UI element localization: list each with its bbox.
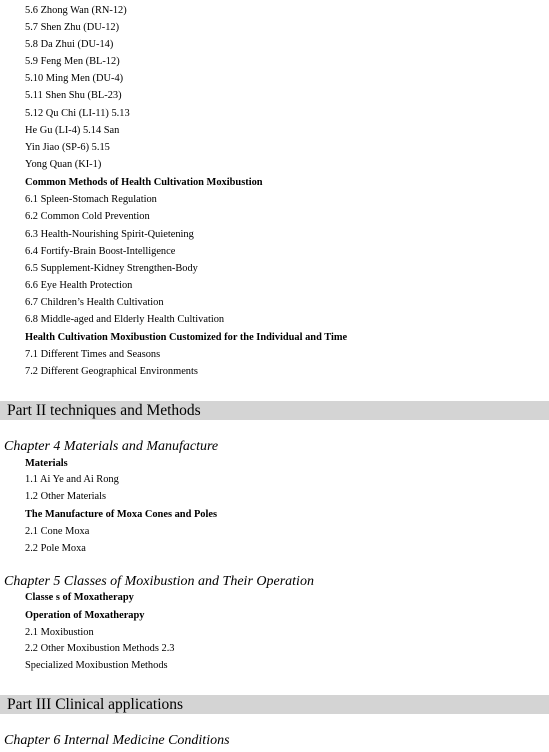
- toc-entry: 5.8 Da Zhui (DU-14): [25, 39, 114, 50]
- toc-section-heading: Materials: [25, 458, 68, 469]
- toc-entry: 5.7 Shen Zhu (DU-12): [25, 22, 120, 33]
- toc-section-heading: Common Methods of Health Cultivation Moxibustion: [25, 177, 263, 188]
- toc-entry: 6.1 Spleen-Stomach Regulation: [25, 194, 157, 205]
- toc-entry: 5.6 Zhong Wan (RN-12): [25, 5, 127, 16]
- toc-section-heading: Operation of Moxatherapy: [25, 610, 145, 621]
- toc-entry: 2.2 Other Moxibustion Methods 2.3: [25, 643, 175, 654]
- toc-entry: 2.1 Cone Moxa: [25, 526, 90, 537]
- part-title: Part III Clinical applications: [7, 696, 184, 713]
- toc-entry: 2.1 Moxibustion: [25, 627, 94, 638]
- toc-entry: 5.12 Qu Chi (LI-11) 5.13: [25, 108, 130, 119]
- toc-entry: 2.2 Pole Moxa: [25, 543, 86, 554]
- toc-section-heading: The Manufacture of Moxa Cones and Poles: [25, 509, 218, 520]
- toc-entry: 5.11 Shen Shu (BL-23): [25, 90, 122, 101]
- toc-entry: 6.2 Common Cold Prevention: [25, 211, 150, 222]
- toc-entry: 1.2 Other Materials: [25, 491, 107, 502]
- chapter-5-title: Chapter 5 Classes of Moxibustion and Their Operation: [4, 574, 314, 589]
- toc-entry: 5.9 Feng Men (BL-12): [25, 56, 120, 67]
- toc-entry: 6.3 Health-Nourishing Spirit-Quietening: [25, 229, 194, 240]
- toc-entry: 5.10 Ming Men (DU-4): [25, 73, 124, 84]
- toc-entry: Yin Jiao (SP-6) 5.15: [25, 142, 110, 153]
- toc-entry: 6.7 Children’s Health Cultivation: [25, 297, 164, 308]
- toc-entry: 6.8 Middle-aged and Elderly Health Cultivation: [25, 314, 225, 325]
- toc-entry: 6.4 Fortify-Brain Boost-Intelligence: [25, 246, 176, 257]
- toc-entry: He Gu (LI-4) 5.14 San: [25, 125, 120, 136]
- toc-entry: 1.1 Ai Ye and Ai Rong: [25, 474, 119, 485]
- part-banner-2: [0, 401, 549, 420]
- chapter-4-title: Chapter 4 Materials and Manufacture: [4, 439, 219, 454]
- toc-entry: 7.2 Different Geographical Environments: [25, 366, 198, 377]
- toc-entry: Specialized Moxibustion Methods: [25, 660, 168, 671]
- toc-entry: Yong Quan (KI-1): [25, 159, 102, 170]
- part-title: Part II techniques and Methods: [7, 402, 201, 419]
- toc-section-heading: Health Cultivation Moxibustion Customized for the Individual and Time: [25, 332, 348, 343]
- toc-entry: 6.6 Eye Health Protection: [25, 280, 133, 291]
- toc-entry: 7.1 Different Times and Seasons: [25, 349, 161, 360]
- chapter-6-title: Chapter 6 Internal Medicine Conditions: [4, 733, 230, 748]
- toc-entry: 6.5 Supplement-Kidney Strengthen-Body: [25, 263, 198, 274]
- part-banner-3: [0, 695, 549, 714]
- toc-section-heading: Classe s of Moxatherapy: [25, 592, 134, 603]
